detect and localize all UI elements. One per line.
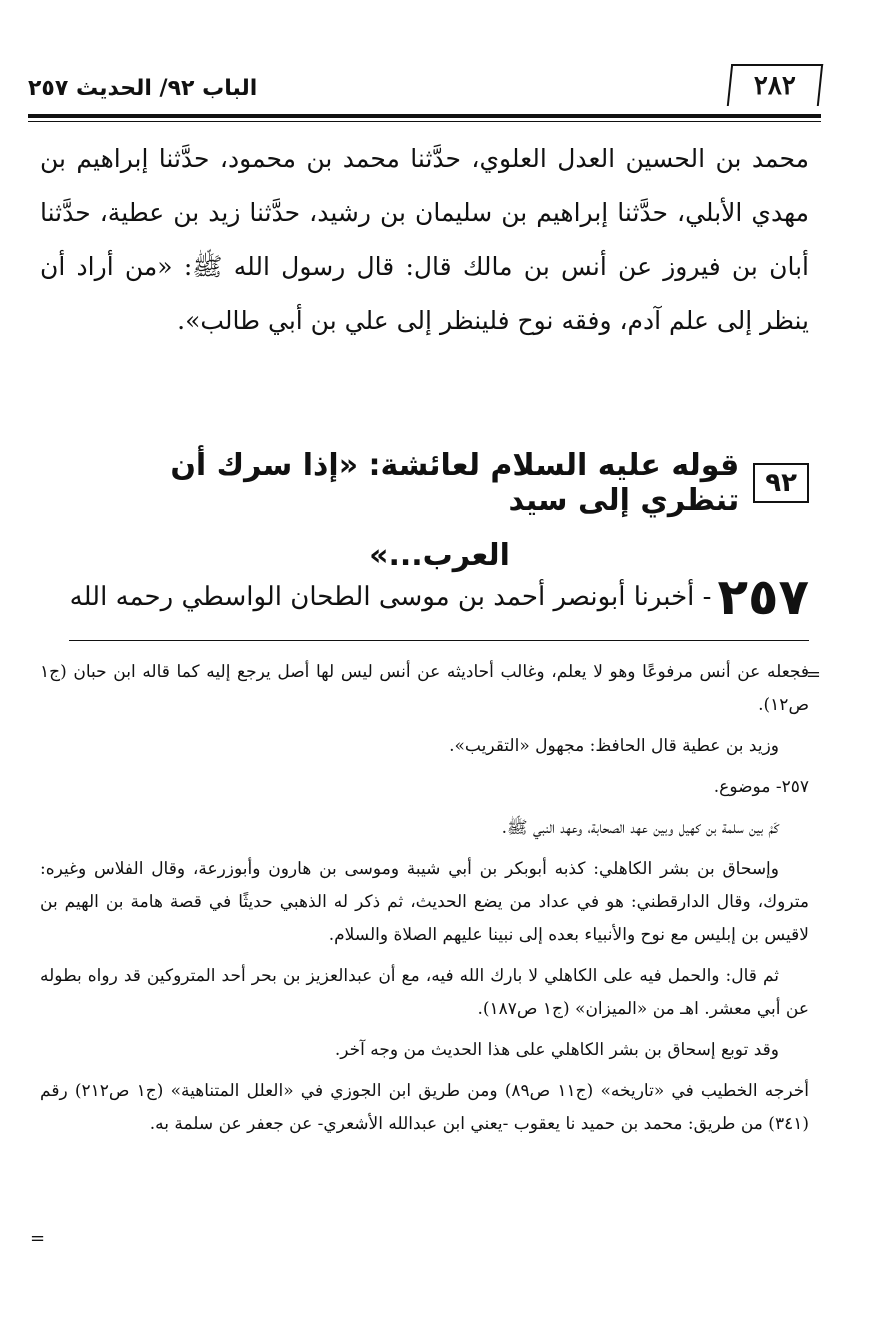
footnote-paragraph: وزيد بن عطية قال الحافظ: مجهول «التقريب». [449,736,779,756]
footnote-continuation-mark: = [805,664,821,685]
footnotes-block [40,656,809,1141]
hadith-number: ٢٥٧ [717,568,809,626]
header-rule-thin [28,121,821,122]
hadith-start [40,568,809,626]
hadith-text: - أخبرنا أبونصر أحمد بن موسى الطحان الواسطي رحمه الله [69,582,712,612]
footnote-divider [69,640,809,641]
chapter-heading [70,448,809,573]
running-head: الباب ٩٢/ الحديث ٢٥٧ [28,76,258,101]
header-rule-thick [28,114,821,118]
footnote-paragraph: كَمْ بين سلمة بن كهيل وبين عهد الصحابة، وعهد النبي ﷺ. [501,818,779,838]
footnote-end-mark: = [30,1228,46,1249]
footnote-paragraph: ٢٥٧- موضوع. [713,777,809,797]
footnote-paragraph: ثم قال: والحمل فيه على الكاهلي لا بارك الله فيه، مع أن عبدالعزيز بن بحر أحد المتروكين قد رواه بطوله عن أبي معشر. اهـ من «الميزان» (ج١ ص١٨٧). [40,966,809,1019]
chapter-title-line2: العرب...» [369,538,510,573]
footnote-paragraph: وإسحاق بن بشر الكاهلي: كذبه أبوبكر بن أبي شيبة وموسى بن هارون وأبوزرعة، وقال الفلاس وغيره: متروك، وقال الدارقطني: هو في عداد من يضع الحديث، ثم ذكر له الذهبي حديثًا في قصة هامة بن الهيم بن لاقيس بن إبليس مع نوح والأنبياء بعده إلى نبينا عليهم الصلاة والسلام. [40,859,809,945]
footnote-paragraph: أخرجه الخطيب في «تاريخه» (ج١١ ص٨٩) ومن طريق ابن الجوزي في «العلل المتناهية» (ج١ ص٢١٢) رقم (٣٤١) من طريق: محمد بن حميد نا يعقوب -يعني ابن عبدالله الأشعري- عن جعفر عن سلمة به. [40,1081,809,1134]
page-number: ٢٨٢ [753,71,796,101]
main-text-block [40,132,809,348]
main-paragraph: محمد بن الحسين العدل العلوي، حدَّثنا محمد بن محمود، حدَّثنا إبراهيم بن مهدي الأبلي، حدَّثنا إبراهيم بن سليمان بن رشيد، حدَّثنا زيد بن عطية، حدَّثنا أبان بن فيروز عن أنس بن مالك قال: قال رسول الله ﷺ: «من أراد أن ينظر إلى علم آدم، وفقه نوح فلينظر إلى علي بن أبي طالب». [40,144,809,335]
page-number-box [727,64,823,106]
chapter-title-line1: قوله عليه السلام لعائشة: «إذا سرك أن تنظري إلى سيد [170,448,740,518]
footnote-paragraph: وقد توبع إسحاق بن بشر الكاهلي على هذا الحديث من وجه آخر. [334,1040,779,1060]
footnote-paragraph: فجعله عن أنس مرفوعًا وهو لا يعلم، وغالب أحاديثه عن أنس ليس لها أصل يرجع إليه كما قاله ابن حبان (ج١ ص١٢). [40,662,809,715]
chapter-number: ٩٢ [753,463,809,503]
page-header [28,58,821,120]
